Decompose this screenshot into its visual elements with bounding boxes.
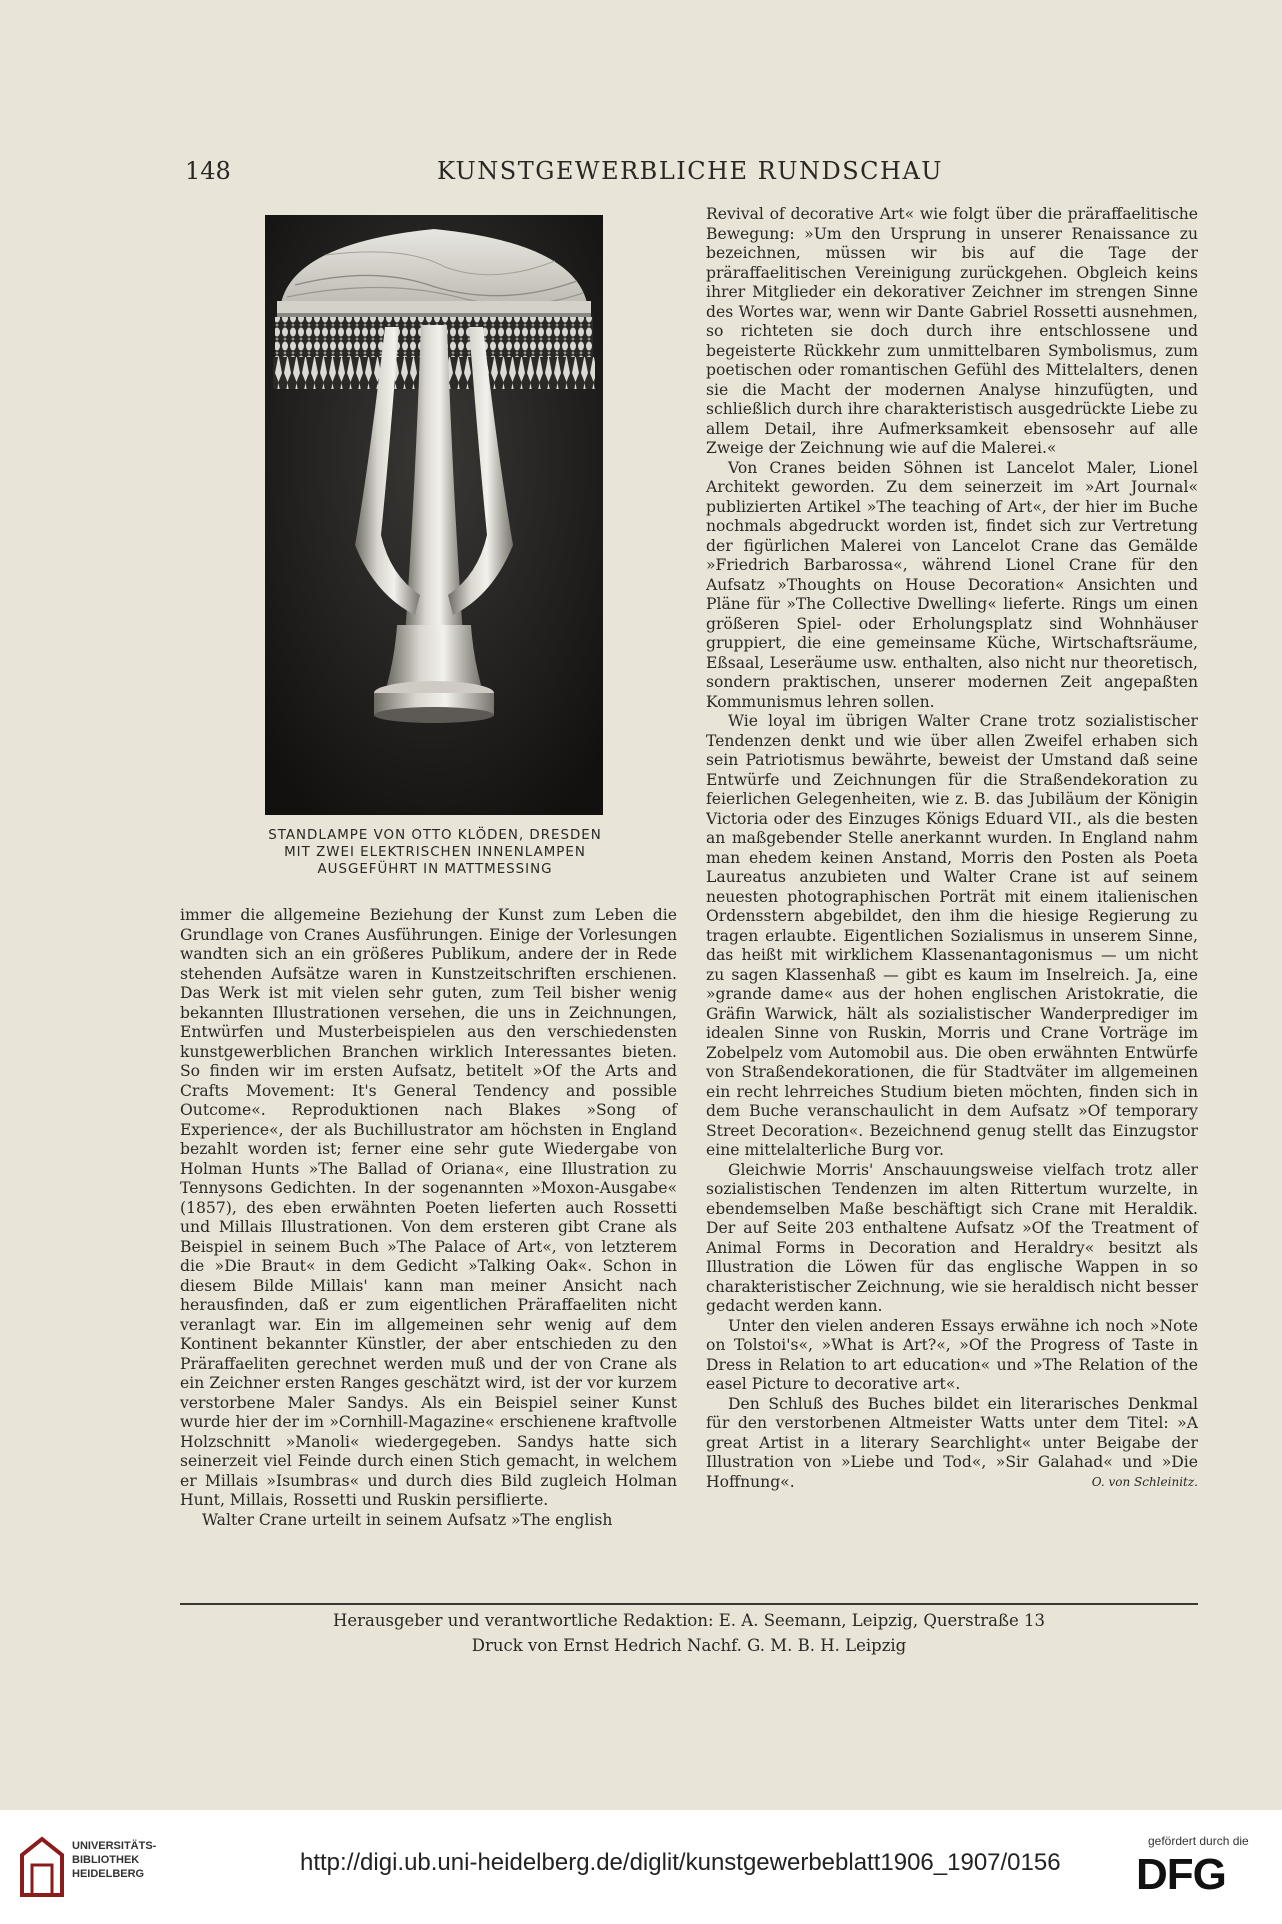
right-column	[706, 205, 1198, 1493]
imprint-printer: Druck von Ernst Hedrich Nachf. G. M. B. H. Leipzig	[471, 1636, 907, 1655]
paragraph: Wie loyal im übrigen Walter Crane trotz sozialistischer Tendenzen denkt und wie über allen Zweifel erhaben sich sein Patriotismus bewährte, beweist der Umstand daß seine Entwürfe und Zeichnungen für die Straßendekoration zu feierlichen Gelegenheiten, wie z. B. das Jubiläum der Königin Victoria oder des Einzuges Königs Eduard VII., als die besten an maßgebender Stelle anerkannt wurden. In England nahm man ehedem keinen Anstand, Morris den Posten als Poeta Laureatus anzubieten und Walter Crane ist auf seinem neuesten photographischen Porträt mit einem italienischen Ordensstern abgebildet, den ihm die hiesige Regierung zu tragen erlaubte. Eigentlichen Sozialismus in unserem Sinne, das heißt mit wirklichem Klassenantagonismus — um nicht zu sagen Klassenhaß — gibt es kaum im Inselreich. Ja, eine »grande dame« aus der hohen englischen Aristokratie, die Gräfin Warwick, hält als sozialistischer Wanderprediger im idealen Sinne von Ruskin, Morris und Crane Vorträge im Zobelpelz vom Automobil aus. Die oben erwähnten Entwürfe von Straßendekorationen, die für Stadtväter im allgemeinen ein recht lehrreiches Studium bieten möchten, finden sich in dem Buche veranschaulicht in dem Aufsatz »Of temporary Street Decoration«. Bezeichnend genug stellt das Einzugstor eine mittelalterliche Burg vor.	[706, 712, 1198, 1159]
paragraph: Unter den vielen anderen Essays erwähne ich noch »Note on Tolstoi's«, »What is Art?«, »Of the Progress of Taste in Dress in Relation to art education« und »The Relation of the easel Picture to decorative art«.	[706, 1316, 1198, 1393]
dfg-logo: DFG	[1136, 1850, 1226, 1899]
left-column	[180, 906, 677, 1530]
funding-note: gefördert durch die	[1148, 1834, 1249, 1848]
institution-line: UNIVERSITÄTS-	[72, 1840, 157, 1852]
footer-rule	[180, 1603, 1198, 1605]
running-head: KUNSTGEWERBLICHE RUNDSCHAU	[436, 157, 944, 185]
page-number: 148	[185, 157, 231, 185]
paragraph: Von Cranes beiden Söhnen ist Lancelot Maler, Lionel Architekt geworden. Zu dem seinerzeit im »Art Journal« publizierten Artikel »The teaching of Art«, der hier im Buche nochmals abgedruckt worden ist, findet sich zur Vertretung der figürlichen Malerei von Lancelot Crane das Gemälde »Friedrich Barbarossa«, während Lionel Crane für den Aufsatz »Thoughts on House Decoration« Ansichten und Pläne für »The Collective Dwelling« lieferte. Rings um einen größeren Spiel- oder Erholungsplatz sind Wohnhäuser gruppiert, die eine gemeinsame Küche, Wirtschaftsräume, Eßsaal, Leseräume usw. enthalten, also nicht nur theoretisch, sondern praktischen, unserer modernen Zeit angepaßten Kommunismus lehren sollen.	[706, 458, 1198, 711]
paragraph: immer die allgemeine Beziehung der Kunst zum Leben die Grundlage von Cranes Ausführungen. Einige der Vorlesungen wandten sich an ein größeres Publikum, andere der in Rede stehenden Aufsätze waren in Kunstzeitschriften erschienen. Das Werk ist mit vielen sehr guten, zum Teil bisher wenig bekannten Illustrationen versehen, die uns in Zeichnungen, Entwürfen und Musterbeispielen aus den verschiedensten kunstgewerblichen Branchen wirklich Interessantes bieten. So finden wir im ersten Aufsatz, betitelt »Of the Arts and Crafts Movement: It's General Tendency and possible Outcome«. Reproduktionen nach Blakes »Song of Experience«, der als Buchillustrator am höchsten in England bezahlt worden ist; ferner eine sehr gute Wiedergabe von Holman Hunts »The Ballad of Oriana«, eine Illustration zu Tennysons Gedichten. In der sogenannten »Moxon-Ausgabe« (1857), des eben erwähnten Poeten lieferten auch Rossetti und Millais Illustrationen. Von dem ersteren gibt Crane als Beispiel in seinem Buch »The Palace of Art«, von letzterem die »Die Braut« in dem Gedicht »Talking Oak«. Schon in diesem Bilde Millais' kann man meiner Ansicht nach herausfinden, daß er zum eigentlichen Präraffaeliten nicht veranlagt war. Ein im allgemeinen sehr wenig auf dem Kontinent bekannter Künstler, der aber entschieden zu den Präraffaeliten gerechnet werden muß und der von Crane als ein Zeichner ersten Ranges geschätzt wird, ist der vor kurzem verstorbene Maler Sandys. Als ein Beispiel seiner Kunst wurde hier der im »Cornhill-Magazine« erschienene kraftvolle Holzschnitt »Manoli« wiedergegeben. Sandys hatte sich seinerzeit viel Feinde durch einen Stich gemacht, in welchem er Millais »Isumbras« und durch dies Bild zugleich Holman Hunt, Millais, Rossetti und Ruskin persiflierte.	[180, 906, 677, 1509]
permalink-url[interactable]: http://digi.ub.uni-heidelberg.de/diglit/kunstgewerbeblatt1906_1907/0156	[300, 1849, 1061, 1876]
caption-line: STANDLAMPE VON OTTO KLÖDEN, DRESDEN	[268, 828, 602, 843]
institution-line: HEIDELBERG	[72, 1868, 145, 1880]
lamp-illustration	[265, 215, 603, 815]
author-signature: O. von Schleinitz.	[1091, 1475, 1198, 1489]
digitization-footer	[0, 1810, 1282, 1924]
paragraph: Den Schluß des Buches bildet ein literarisches Denkmal für den verstorbenen Altmeister Watts unter dem Titel: »A great Artist in a literary Searchlight« unter Beigabe der Illustration von »Liebe und Tod«, »Sir Galahad« und »Die Hoffnung«.	[706, 1394, 1198, 1491]
institution-name	[72, 1839, 156, 1881]
lamp-photograph	[265, 215, 603, 815]
paragraph: Walter Crane urteilt in seinem Aufsatz »The english	[202, 1510, 613, 1529]
caption-line: AUSGEFÜHRT IN MATTMESSING	[317, 862, 553, 877]
university-library-logo-icon	[18, 1835, 66, 1899]
institution-line: BIBLIOTHEK	[72, 1854, 140, 1866]
paragraph: Revival of decorative Art« wie folgt über die präraffaelitische Bewegung: »Um den Ursprung in unserer Renaissance zu bezeichnen, müssen wir bis auf die Tage der präraffaelitischen Vereinigung zurückgehen. Obgleich keins ihrer Mitglieder ein dekorativer Zeichner im strengen Sinne des Wortes war, wenn wir Dante Gabriel Rossetti ausnehmen, so richteten sie doch durch ihre entschlossene und begeisterte Rückkehr zum unmittelbaren Symbolismus, zum poetischen oder romantischen Gefühl des Mittelalters, denen sie die Macht der modernen Analyse hinzufügten, und schließlich durch ihre charakteristisch ausgedrückte Liebe zu allem Detail, ihre Aufmerksamkeit ebensosehr auf alle Zweige der Zeichnung wie auf die Malerei.«	[706, 205, 1198, 457]
figure-caption	[230, 827, 640, 878]
caption-line: MIT ZWEI ELEKTRISCHEN INNENLAMPEN	[284, 845, 586, 860]
page-header	[185, 157, 1195, 187]
paragraph: Gleichwie Morris' Anschauungsweise vielfach trotz aller sozialistischen Tendenzen im alten Rittertum wurzelte, in ebendemselben Maße beschäftigt sich Crane mit Heraldik. Der auf Seite 203 enthaltene Aufsatz »Of the Treatment of Animal Forms in Decoration and Heraldry« besitzt als Illustration die Löwen für das englische Wappen in so charakteristischer Zeichnung, wie sie heraldisch nicht besser gedacht werden kann.	[706, 1160, 1198, 1315]
imprint-editor: Herausgeber und verantwortliche Redaktion: E. A. Seemann, Leipzig, Querstraße 13	[333, 1611, 1045, 1630]
